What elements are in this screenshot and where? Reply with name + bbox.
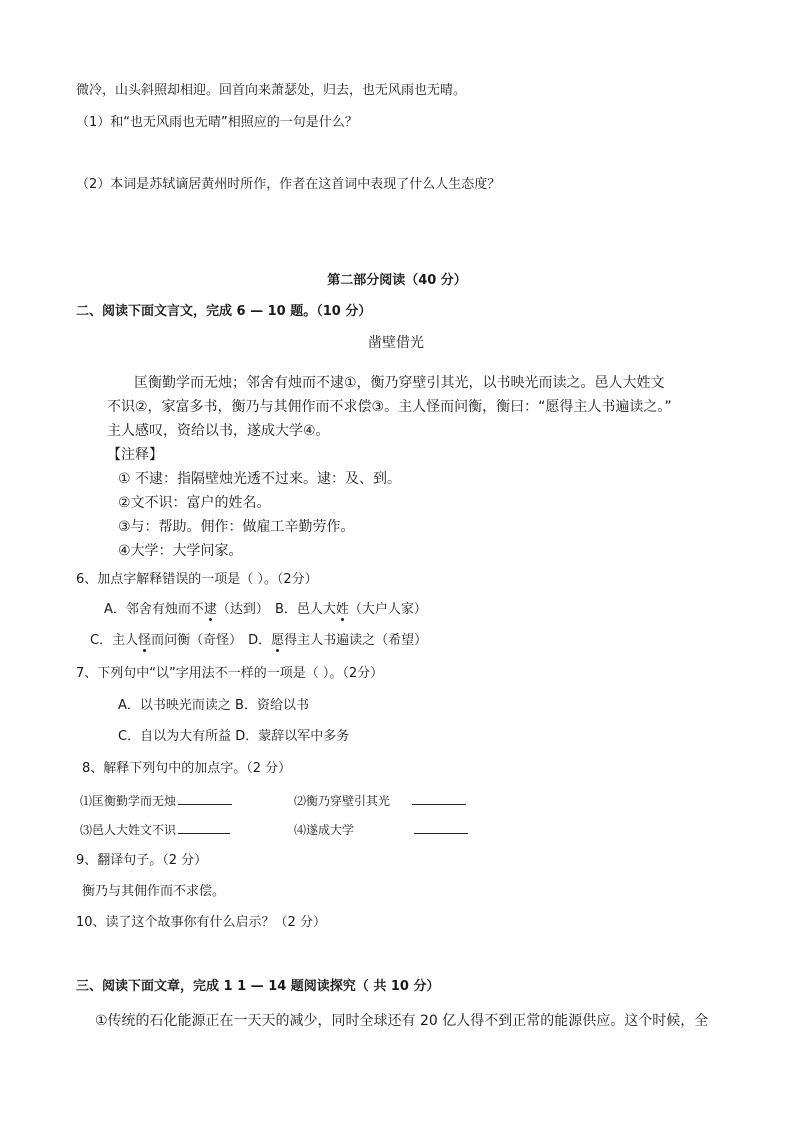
question-6-stem: 6、加点字解释错误的一项是（ ）。（2分） [76, 572, 318, 587]
note-1: ① 不逮：指隔壁烛光透不过来。逮：及、到。 [118, 471, 401, 487]
question-9-stem: 9、翻译句子。（2 分） [76, 853, 208, 868]
q6-option-a-pre: A．邻舍有烛而不 [104, 602, 204, 617]
q8-item-3 [80, 821, 230, 839]
note-4: ④大学：大学问家。 [118, 543, 243, 559]
q6-option-c-pre: C．主人 [90, 633, 139, 648]
section3-heading: 三、阅读下面文章，完成 1 1 — 14 题阅读探究（ 共 10 分） [76, 979, 440, 994]
passage-line-2: 不识②，家富多书，衡乃与其佣作而不求偿③。主人怪而问衡，衡曰：“愿得主人书遍读之。” [107, 399, 672, 415]
q8-answer-blank-3[interactable] [178, 821, 230, 834]
question-6-options-cd [90, 632, 427, 650]
q6-option-b-dotted: 姓 [335, 602, 349, 617]
part2-title: 第二部分阅读（40 分） [327, 273, 467, 288]
q8-item-1-text: ⑴匡衡勤学而无烛 [80, 794, 177, 808]
question-7-options-ab: A．以书映光而读之 B．资给以书 [118, 698, 309, 713]
question-7-stem: 7、下列句中“以”字用法不一样的一项是（ ）。（2分） [76, 666, 384, 681]
q8-item-1 [80, 792, 232, 810]
poem-tail-line: 微冷，山头斜照却相迎。回首向来萧瑟处，归去，也无风雨也无晴。 [76, 83, 467, 98]
q6-option-d-dotted: 愿 [271, 633, 285, 648]
question-7-options-cd: C．自以为大有所益 D．蒙辞以军中多务 [118, 729, 350, 744]
poem-question-1: （1）和“也无风雨也无晴”相照应的一句是什么？ [76, 115, 358, 130]
note-2: ②文不识：富户的姓名。 [118, 495, 271, 511]
q8-item-2-text: ⑵衡乃穿壁引其光 [294, 794, 391, 808]
passage-line-1: 匡衡勤学而无烛；邻舍有烛而不逮①，衡乃穿壁引其光，以书映光而读之。邑人大姓文 [134, 375, 665, 391]
question-9-sentence: 衡乃与其佣作而不求偿。 [82, 884, 226, 899]
note-3: ③与：帮助。佣作：做雇工辛勤劳作。 [118, 519, 355, 535]
q6-option-a-dotted: 逮 [203, 602, 217, 617]
q6-option-d-pre: D． [248, 633, 272, 648]
q6-option-b-pre: B．邑人大 [274, 602, 336, 617]
q8-answer-blank-1[interactable] [178, 792, 232, 805]
q8-answer-blank-4[interactable] [414, 821, 468, 834]
section2-heading: 二、阅读下面文言文，完成 6 — 10 题。（10 分） [76, 304, 372, 319]
q8-item-2 [294, 792, 466, 810]
section3-paragraph-1: ①传统的石化能源正在一天天的减少，同时全球还有 20 亿人得不到正常的能源供应。这个时候，全 [95, 1013, 709, 1029]
question-10-stem: 10、读了这个故事你有什么启示？（2 分） [76, 915, 326, 930]
q8-item-3-text: ⑶邑人大姓文不识 [80, 823, 177, 837]
question-6-options-ab [104, 601, 427, 619]
passage-title: 凿壁借光 [368, 335, 424, 351]
q8-item-4-text: ⑷遂成大学 [294, 823, 355, 837]
passage-line-3: 主人感叹，资给以书，遂成大学④。 [107, 423, 330, 439]
q6-option-b-post: （大户人家） [348, 602, 427, 617]
notes-label: 【注释】 [107, 447, 163, 463]
question-8-stem: 8、解释下列句中的加点字。（2 分） [82, 761, 292, 776]
q6-option-c-dotted: 怪 [138, 633, 152, 648]
q8-item-4 [294, 821, 468, 839]
q6-option-d-post: 得主人书遍读之（希望） [284, 633, 428, 648]
q8-answer-blank-2[interactable] [412, 792, 466, 805]
q6-option-a-post: （达到） [216, 602, 269, 617]
q6-option-c-post: 而问衡（奇怪） [151, 633, 243, 648]
poem-question-2: （2）本词是苏轼谪居黄州时所作，作者在这首词中表现了什么人生态度？ [76, 177, 501, 192]
